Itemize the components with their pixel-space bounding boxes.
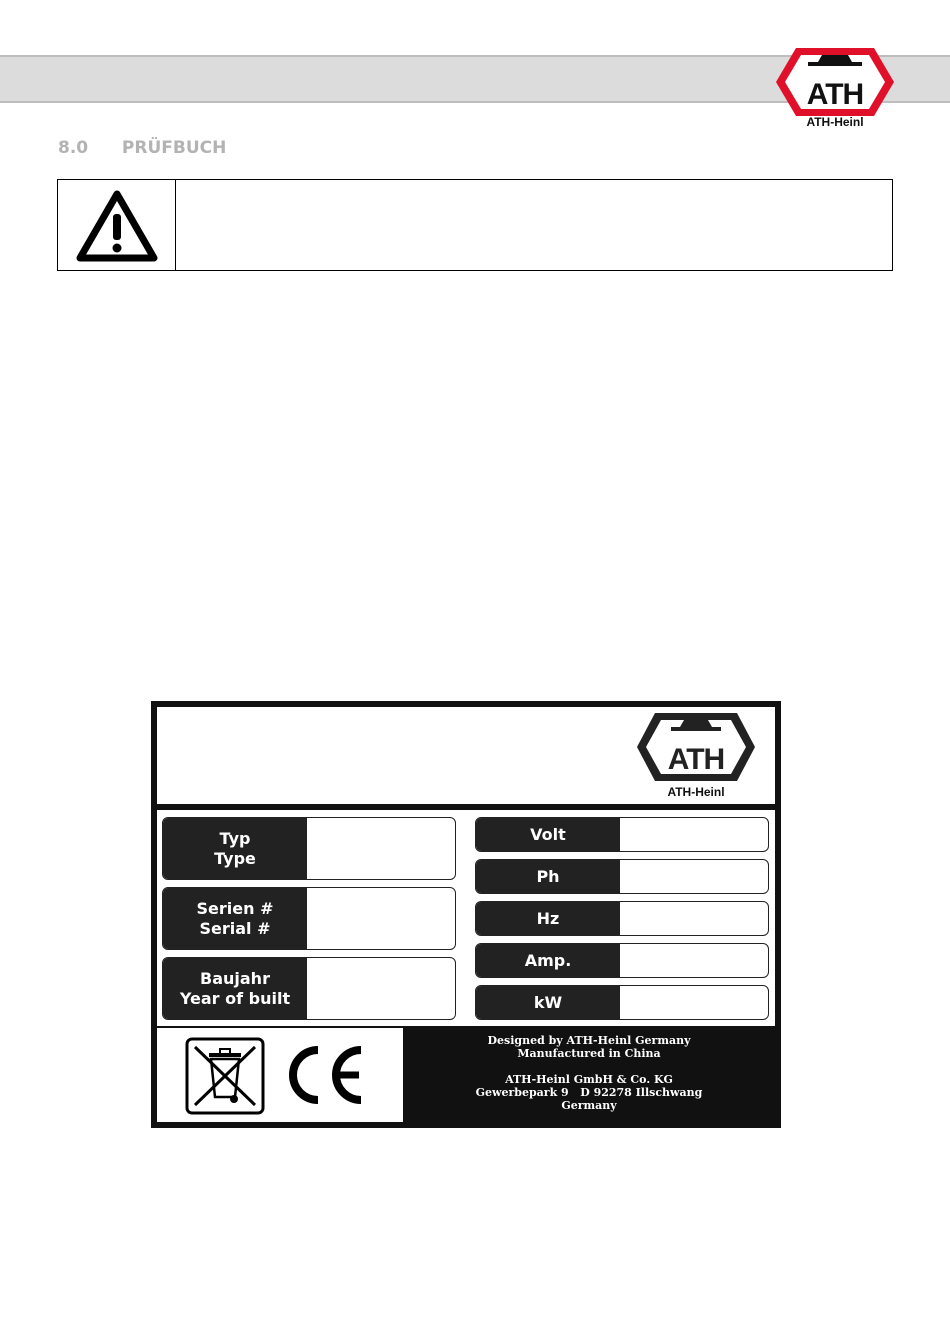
amp-field[interactable] [475, 943, 769, 978]
warning-icon-cell [58, 180, 176, 270]
country-line: Germany [561, 1099, 617, 1112]
plate-fields-area [157, 810, 775, 1026]
section-heading: PRÜFBUCH [121, 138, 227, 158]
weee-bin-icon [185, 1037, 265, 1115]
amp-value[interactable] [620, 944, 768, 977]
kw-field[interactable] [475, 985, 769, 1020]
year-value[interactable] [307, 958, 455, 1019]
volt-label: Volt [476, 818, 620, 851]
year-label-de: Baujahr [200, 968, 270, 988]
amp-label: Amp. [476, 944, 620, 977]
hz-value[interactable] [620, 902, 768, 935]
type-label-en: Type [214, 848, 256, 868]
kw-value[interactable] [620, 986, 768, 1019]
type-label-de: Typ [219, 828, 251, 848]
phase-field[interactable] [475, 859, 769, 894]
warning-triangle-icon [76, 190, 158, 262]
serial-label-en: Serial # [199, 918, 271, 938]
type-value[interactable] [307, 818, 455, 879]
manufactured-line: Manufactured in China [517, 1047, 661, 1060]
plate-symbols [157, 1028, 403, 1122]
hz-label: Hz [476, 902, 620, 935]
logo-caption: ATH-Heinl [806, 115, 864, 129]
volt-value[interactable] [620, 818, 768, 851]
section-title [58, 138, 226, 158]
year-label-en: Year of built [179, 988, 291, 1008]
section-number: 8.0 [58, 138, 89, 158]
type-plate [151, 701, 781, 1128]
company-line: ATH-Heinl GmbH & Co. KG [505, 1073, 673, 1086]
hz-field[interactable] [475, 901, 769, 936]
phase-label: Ph [476, 860, 620, 893]
svg-text:ATH: ATH [806, 78, 864, 111]
address-line: Gewerbepark 9 D 92278 Illschwang [475, 1086, 703, 1099]
kw-label: kW [476, 986, 620, 1019]
volt-field[interactable] [475, 817, 769, 852]
type-field[interactable] [162, 817, 456, 880]
svg-text:ATH: ATH [667, 743, 725, 776]
designed-line: Designed by ATH-Heinl Germany [487, 1034, 691, 1047]
warning-box [57, 179, 893, 271]
serial-value[interactable] [307, 888, 455, 949]
year-field[interactable] [162, 957, 456, 1020]
serial-field[interactable] [162, 887, 456, 950]
plate-ath-logo [633, 709, 759, 785]
serial-label-de: Serien # [196, 898, 274, 918]
ce-mark-icon [281, 1044, 367, 1106]
plate-logo-caption: ATH-Heinl [667, 785, 725, 799]
phase-value[interactable] [620, 860, 768, 893]
plate-manufacturer-info [403, 1028, 775, 1122]
